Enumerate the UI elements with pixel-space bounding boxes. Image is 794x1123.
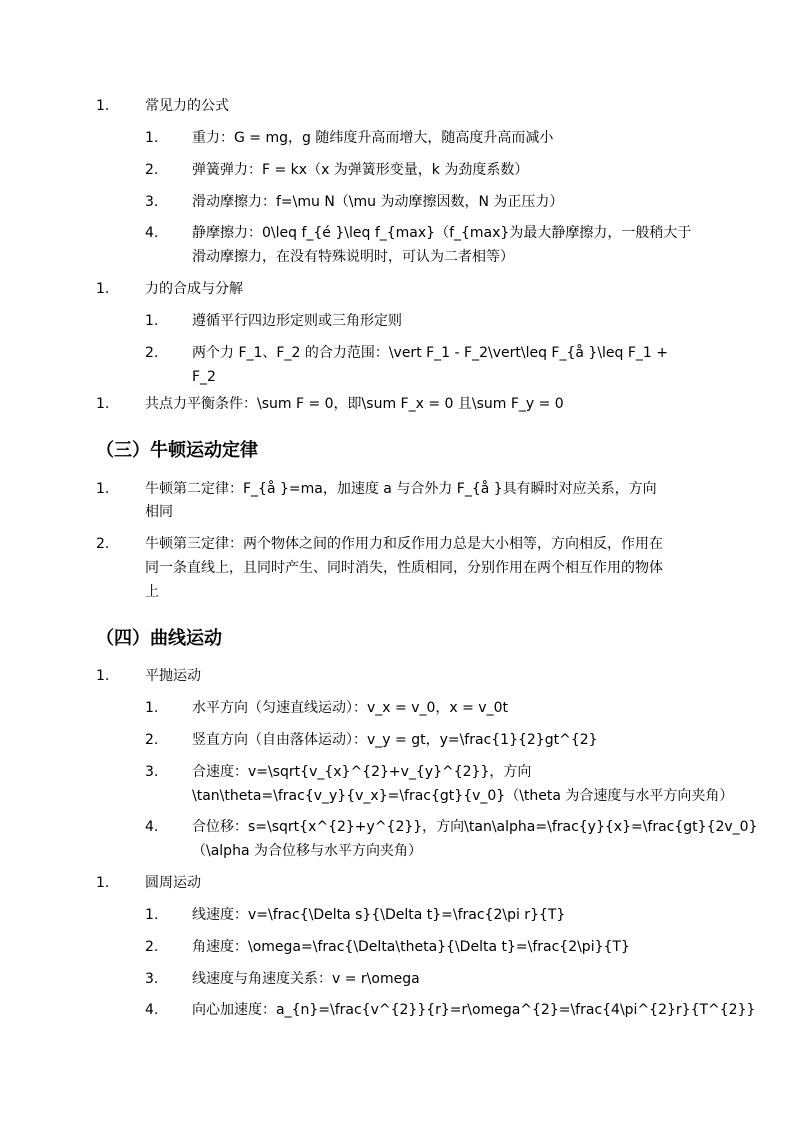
sub-list-item: 角速度：\omega=\frac{\Delta\theta}{\Delta t}=\frac{2\pi}{T} <box>192 939 630 955</box>
sub-list-number: 3. <box>145 971 159 987</box>
sub-list-number: 4. <box>145 819 159 835</box>
sub-list-item: 两个力 F_1、F_2 的合力范围：\vert F_1 - F_2\vert\leq F_{å }\leq F_1 + <box>192 345 669 361</box>
sub-list-number: 1. <box>145 313 159 329</box>
list-item-title: 共点力平衡条件：\sum F = 0，即\sum F_x = 0 且\sum F_y = 0 <box>145 396 564 412</box>
list-item-title: 圆周运动 <box>145 875 201 891</box>
list-item-continued: 上 <box>145 584 159 600</box>
list-number: 1. <box>96 396 110 412</box>
sub-list-item: 静摩擦力：0\leq f_{é }\leq f_{max}（f_{max}为最大静摩擦力，一般稍大于 <box>192 225 692 241</box>
sub-list-item: 线速度：v=\frac{\Delta s}{\Delta t}=\frac{2\pi r}{T} <box>192 907 566 923</box>
sub-list-item: 重力：G = mg，g 随纬度升高而增大，随高度升高而减小 <box>192 130 554 146</box>
sub-list-number: 1. <box>145 130 159 146</box>
list-item-continued: 同一条直线上，且同时产生、同时消失，性质相同，分别作用在两个相互作用的物体 <box>145 560 663 576</box>
sub-list-item: 遵循平行四边形定则或三角形定则 <box>192 313 402 329</box>
list-item: 牛顿第三定律：两个物体之间的作用力和反作用力总是大小相等，方向相反，作用在 <box>145 536 663 552</box>
list-number: 1. <box>96 668 110 684</box>
sub-list-item: 水平方向（匀速直线运动）：v_x = v_0，x = v_0t <box>192 700 508 716</box>
list-item-title: 平抛运动 <box>145 668 201 684</box>
sub-list-item-continued: \tan\theta=\frac{v_y}{v_x}=\frac{gt}{v_0}（\theta 为合速度与水平方向夹角） <box>192 788 734 804</box>
sub-list-item: 合位移：s=\sqrt{x^{2}+y^{2}}，方向\tan\alpha=\frac{y}{x}=\frac{gt}{2v_0} <box>192 819 758 835</box>
sub-list-number: 3. <box>145 194 159 210</box>
list-number: 2. <box>96 536 110 552</box>
list-item-title: 力的合成与分解 <box>145 281 243 297</box>
list-item-title: 常见力的公式 <box>145 98 229 114</box>
list-number: 1. <box>96 281 110 297</box>
list-number: 1. <box>96 875 110 891</box>
sub-list-number: 2. <box>145 939 159 955</box>
section-heading-newton: （三）牛顿运动定律 <box>96 440 258 461</box>
sub-list-item-continued: F_2 <box>192 369 216 385</box>
sub-list-item: 向心加速度：a_{n}=\frac{v^{2}}{r}=r\omega^{2}=\frac{4\pi^{2}r}{T^{2}} <box>192 1002 756 1018</box>
sub-list-number: 1. <box>145 907 159 923</box>
sub-list-item: 线速度与角速度关系：v = r\omega <box>192 971 420 987</box>
sub-list-number: 2. <box>145 162 159 178</box>
sub-list-item-continued: 滑动摩擦力，在没有特殊说明时，可认为二者相等） <box>192 249 514 265</box>
list-number: 1. <box>96 98 110 114</box>
list-item: 牛顿第二定律：F_{å }=ma，加速度 a 与合外力 F_{å }具有瞬时对应关系，方向 <box>145 481 657 497</box>
sub-list-number: 4. <box>145 225 159 241</box>
sub-list-item: 合速度：v=\sqrt{v_{x}^{2}+v_{y}^{2}}，方向 <box>192 764 532 780</box>
sub-list-item-continued: （\alpha 为合位移与水平方向夹角） <box>192 843 422 859</box>
sub-list-item: 竖直方向（自由落体运动）：v_y = gt，y=\frac{1}{2}gt^{2} <box>192 732 598 748</box>
list-number: 1. <box>96 481 110 497</box>
sub-list-item: 滑动摩擦力：f=\mu N（\mu 为动摩擦因数，N 为正压力） <box>192 194 564 210</box>
sub-list-number: 3. <box>145 764 159 780</box>
sub-list-number: 4. <box>145 1002 159 1018</box>
sub-list-item: 弹簧弹力：F = kx（x 为弹簧形变量，k 为劲度系数） <box>192 162 529 178</box>
list-item-continued: 相同 <box>145 504 173 520</box>
sub-list-number: 2. <box>145 345 159 361</box>
sub-list-number: 2. <box>145 732 159 748</box>
section-heading-curved-motion: （四）曲线运动 <box>96 628 222 649</box>
sub-list-number: 1. <box>145 700 159 716</box>
